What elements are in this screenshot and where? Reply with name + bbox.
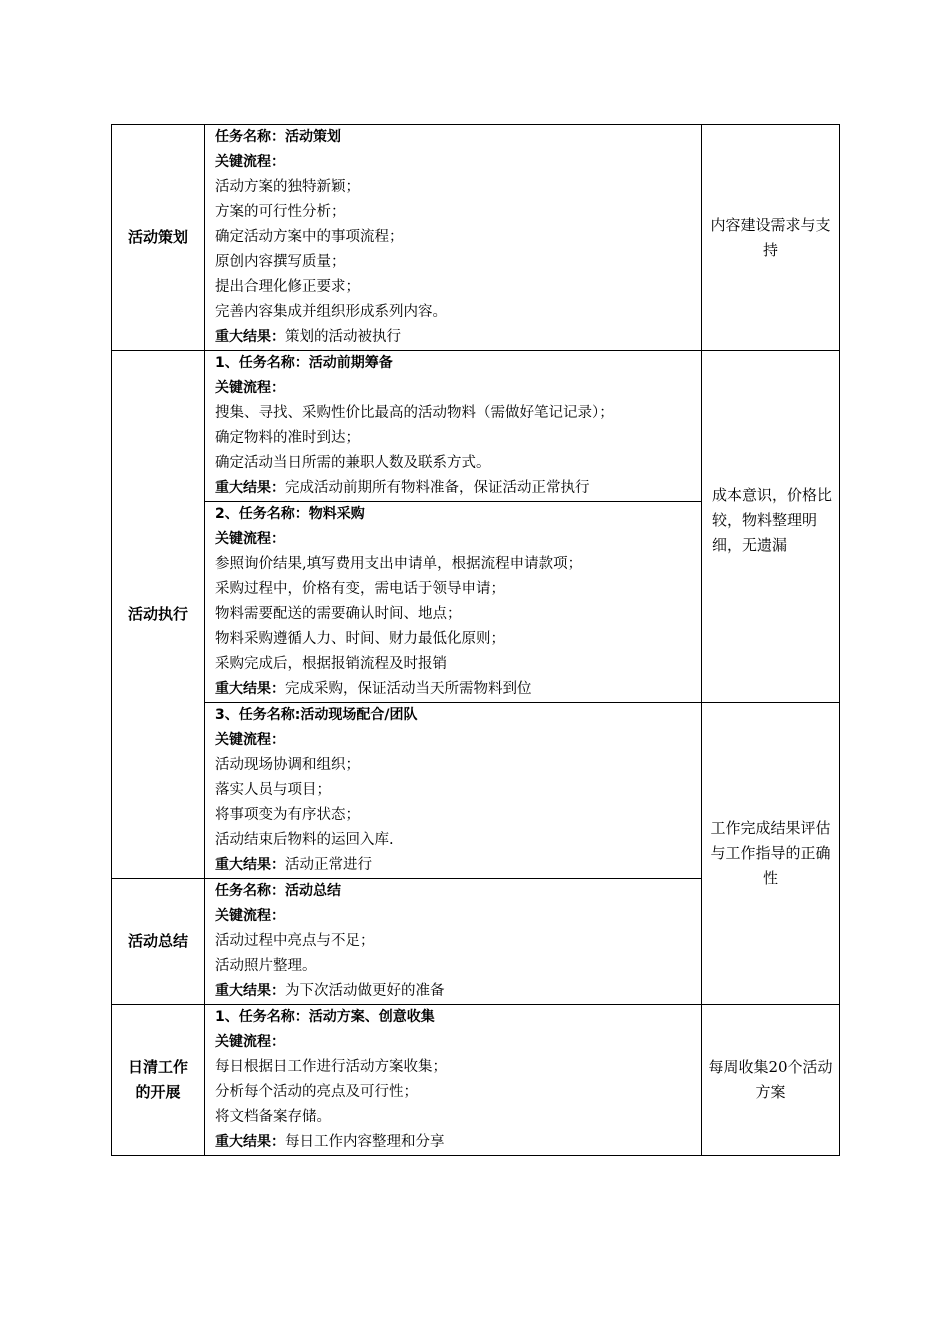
process-step: 物料采购遵循人力、时间、财力最低化原则； [215, 631, 505, 647]
result-line [215, 476, 697, 501]
result-line [215, 325, 697, 350]
note-text: 成本意识，价格比较，物料整理明细，无遗漏 [712, 486, 833, 554]
result-label: 重大结果： [215, 681, 285, 697]
process-step: 物料需要配送的需要确认时间、地点； [215, 606, 462, 622]
result-line [215, 677, 697, 702]
task-title: 1、任务名称：活动前期筹备 [215, 355, 393, 371]
result-label: 重大结果： [215, 983, 285, 999]
process-label: 关键流程： [215, 908, 285, 924]
result-label: 重大结果： [215, 480, 285, 496]
process-step: 落实人员与项目； [215, 782, 331, 798]
process-step: 确定活动方案中的事项流程； [215, 229, 404, 245]
process-step: 确定物料的准时到达； [215, 430, 360, 446]
work-task-table [111, 124, 840, 1156]
task-title: 1、任务名称：活动方案、创意收集 [215, 1009, 435, 1025]
process-step: 完善内容集成并组织形成系列内容。 [215, 304, 447, 320]
category-execution: 活动执行 [112, 351, 205, 879]
category-daily-line1: 日清工作 [127, 1058, 188, 1076]
process-step: 原创内容撰写质量； [215, 254, 346, 270]
task-cell-planning [205, 125, 702, 351]
task-title: 任务名称：活动策划 [215, 129, 341, 145]
result-text: 策划的活动被执行 [285, 329, 401, 345]
process-step: 活动方案的独特新颖； [215, 179, 360, 195]
process-step: 提出合理化修正要求； [215, 279, 360, 295]
result-line [215, 979, 697, 1004]
category-planning: 活动策划 [112, 125, 205, 351]
result-text: 每日工作内容整理和分享 [285, 1134, 445, 1150]
process-step: 搜集、寻找、采购性价比最高的活动物料（需做好笔记记录）； [215, 405, 614, 421]
task-cell-summary [205, 879, 702, 1005]
note-planning: 内容建设需求与支持 [702, 125, 840, 351]
category-daily-line2: 的开展 [135, 1083, 181, 1101]
result-label: 重大结果： [215, 857, 285, 873]
process-label: 关键流程： [215, 732, 285, 748]
task-cell-purchase [205, 502, 702, 703]
process-label: 关键流程： [215, 380, 285, 396]
category-summary: 活动总结 [112, 879, 205, 1005]
note-cost-awareness [702, 351, 840, 703]
note-daily: 每周收集20个活动方案 [702, 1005, 840, 1156]
process-label: 关键流程： [215, 154, 285, 170]
process-label: 关键流程： [215, 531, 285, 547]
process-step: 分析每个活动的亮点及可行性； [215, 1084, 418, 1100]
task-title: 3、任务名称:活动现场配合/团队 [215, 707, 418, 723]
row-daily [112, 1005, 840, 1156]
row-execution-task1 [112, 351, 840, 502]
process-step: 确定活动当日所需的兼职人数及联系方式。 [215, 455, 491, 471]
task-title: 2、任务名称：物料采购 [215, 506, 365, 522]
process-step: 方案的可行性分析； [215, 204, 346, 220]
task-cell-onsite [205, 703, 702, 879]
task-cell-daily [205, 1005, 702, 1156]
process-step: 活动现场协调和组织； [215, 757, 360, 773]
process-step: 采购过程中，价格有变，需电话于领导申请； [215, 581, 505, 597]
result-text: 完成采购，保证活动当天所需物料到位 [285, 681, 532, 697]
process-step: 活动结束后物料的运回入库. [215, 832, 394, 848]
result-text: 为下次活动做更好的准备 [285, 983, 445, 999]
process-step: 每日根据日工作进行活动方案收集； [215, 1059, 447, 1075]
result-line [215, 1130, 697, 1155]
process-step: 活动过程中亮点与不足； [215, 933, 375, 949]
process-step: 活动照片整理。 [215, 958, 317, 974]
process-label: 关键流程： [215, 1034, 285, 1050]
result-line [215, 853, 697, 878]
category-daily [112, 1005, 205, 1156]
process-step: 将文档备案存储。 [215, 1109, 331, 1125]
row-execution-task3 [112, 703, 840, 879]
row-planning [112, 125, 840, 351]
note-evaluation [702, 703, 840, 1005]
result-text: 完成活动前期所有物料准备，保证活动正常执行 [285, 480, 590, 496]
task-title: 任务名称：活动总结 [215, 883, 341, 899]
process-step: 采购完成后，根据报销流程及时报销 [215, 656, 447, 672]
process-step: 将事项变为有序状态； [215, 807, 360, 823]
task-cell-prep [205, 351, 702, 502]
process-step: 参照询价结果,填写费用支出申请单，根据流程申请款项； [215, 556, 583, 572]
result-text: 活动正常进行 [285, 857, 372, 873]
note-text: 工作完成结果评估与工作指导的正确性 [710, 819, 831, 887]
result-label: 重大结果： [215, 1134, 285, 1150]
result-label: 重大结果： [215, 329, 285, 345]
